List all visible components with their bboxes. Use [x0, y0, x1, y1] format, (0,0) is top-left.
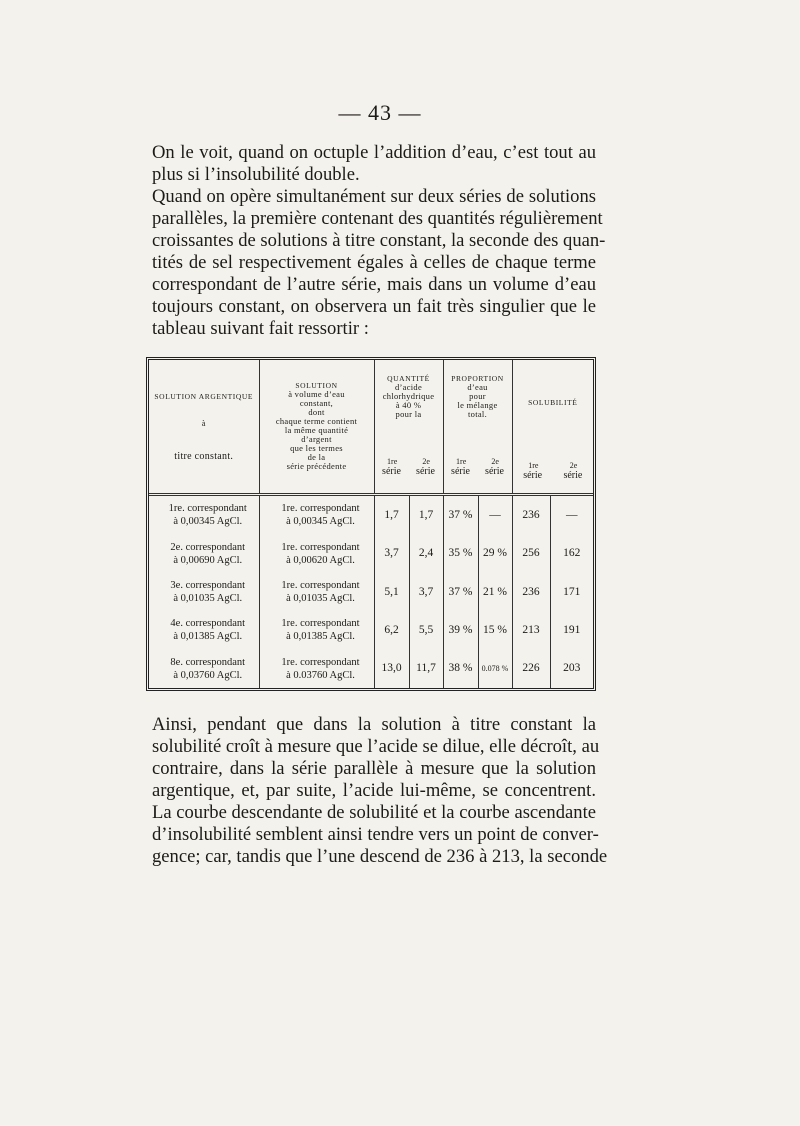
- header-solution-argentique: SOLUTION ARGENTIQUE à titre constant.: [149, 360, 259, 494]
- paragraph-conclusion: [152, 714, 608, 868]
- subheader-first-series: 1re: [387, 457, 398, 466]
- page-number: — 43 —: [338, 100, 422, 125]
- text-line: d’insolubilité semblent ainsi tendre vers un point de conver-: [152, 824, 599, 845]
- text-line: Quand on opère simultanément sur deux séries de solutions: [152, 186, 596, 207]
- paragraph-intro: [152, 142, 596, 186]
- table-row: 4e. correspondant à 0,01385 AgCl. 1re. correspondant à 0,01385 AgCl. 6,2 5,5 39 % 15 % 213 191: [149, 611, 593, 649]
- table-row: 3e. correspondant à 0,01035 AgCl. 1re. correspondant à 0,01035 AgCl. 5,1 3,7 37 % 21 % 236 171: [149, 573, 593, 611]
- table-row: 8e. correspondant à 0,03760 AgCl. 1re. correspondant à 0.03760 AgCl. 13,0 11,7 38 % 0.078 % 226 203: [149, 650, 593, 688]
- text-line: croissantes de solutions à titre constant, la seconde des quan-: [152, 230, 606, 251]
- text-line: correspondant de l’autre série, mais dans un volume d’eau: [152, 274, 596, 295]
- header-solubilite: SOLUBILITÉ 1re 2e série série: [512, 360, 593, 494]
- paragraph-series-description: [152, 186, 606, 340]
- text-line: toujours constant, on observera un fait très singulier que le: [152, 296, 596, 317]
- text-line: plus si l’insolubilité double.: [152, 164, 360, 185]
- table-row: 2e. correspondant à 0,00690 AgCl. 1re. correspondant à 0,00620 AgCl. 3,7 2,4 35 % 29 % 256 162: [149, 535, 593, 573]
- text-line: On le voit, quand on octuple l’addition d’eau, c’est tout au: [152, 142, 596, 163]
- text-line: La courbe descendante de solubilité et la courbe ascendante: [152, 802, 596, 823]
- header-solution-volume-constant: SOLUTION à volume d’eau constant, dont chaque terme contient la même quantité d’argent que les termes de la série précédente: [259, 360, 374, 494]
- text-line: Ainsi, pendant que dans la solution à titre constant la: [152, 714, 596, 735]
- table-row: 1re. correspondant à 0,00345 AgCl. 1re. correspondant à 0,00345 AgCl. 1,7 1,7 37 % — 236 —: [149, 494, 593, 535]
- subheader-second-series: 2e: [422, 457, 430, 466]
- text-line: gence; car, tandis que l’une descend de 236 à 213, la seconde: [152, 846, 608, 867]
- text-line: tités de sel respectivement égales à celles de chaque terme: [152, 252, 596, 273]
- solubility-table: [146, 357, 596, 691]
- text-line: parallèles, la première contenant des quantités régulièrement: [152, 208, 603, 229]
- text-line: solubilité croît à mesure que l’acide se dilue, elle décroît, au: [152, 736, 600, 757]
- text-line: argentique, et, par suite, l’acide lui-même, se concentrent.: [152, 780, 596, 801]
- text-line: contraire, dans la série parallèle à mesure que la solution: [152, 758, 596, 779]
- header-quantite-acide: QUANTITÉ d’acide chlorhydrique à 40 % pour la 1re 2e série série: [374, 360, 443, 494]
- header-proportion-eau: PROPORTION d’eau pour le mélange total. 1re 2e série série: [443, 360, 512, 494]
- text-line: tableau suivant fait ressortir :: [152, 318, 369, 339]
